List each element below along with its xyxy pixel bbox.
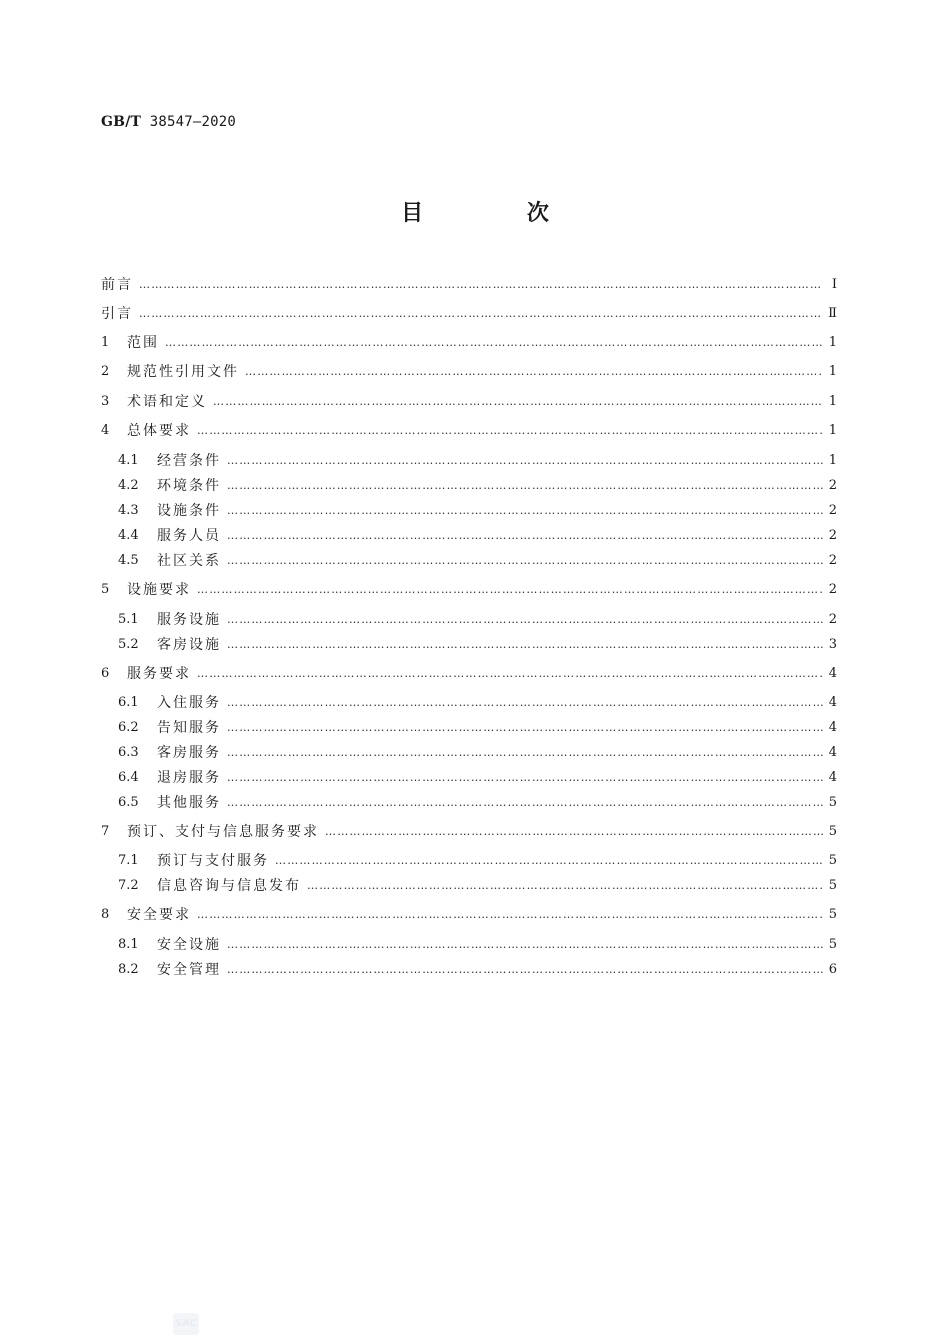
- toc-entry-page: 1: [828, 422, 837, 438]
- toc-entry-page: 5: [828, 794, 837, 810]
- toc-entry-number: 6.1: [118, 694, 139, 710]
- toc-entry[interactable]: [118, 550, 837, 570]
- toc-leader-dots: [307, 879, 823, 892]
- toc-entry-number: 5.2: [118, 636, 139, 652]
- toc-entry-label: 环境条件: [157, 478, 221, 494]
- toc-entry[interactable]: [118, 959, 837, 979]
- toc-leader-dots: [325, 825, 823, 838]
- toc-entry-number: 4.2: [118, 477, 139, 493]
- toc-leader-dots: [227, 771, 823, 784]
- toc-entry-number: 4.3: [118, 502, 139, 518]
- toc-entry-label: 客房设施: [157, 637, 221, 653]
- toc-entry-number: 7.2: [118, 877, 139, 893]
- standard-code: [101, 114, 236, 130]
- toc-entry-label: 范围: [127, 335, 159, 351]
- toc-entry-page: 2: [828, 477, 837, 493]
- toc-entry[interactable]: [101, 303, 837, 323]
- toc-leader-dots: [275, 854, 823, 867]
- toc-leader-dots: [139, 307, 823, 320]
- toc-entry-label: 前言: [101, 277, 133, 293]
- toc-entry-label: 信息咨询与信息发布: [157, 878, 301, 894]
- toc-entry-label: 术语和定义: [127, 394, 207, 410]
- toc-entry-number: 6: [101, 665, 110, 681]
- toc-leader-dots: [227, 504, 823, 517]
- toc-leader-dots: [197, 908, 823, 921]
- toc-entry-number: 8.2: [118, 961, 139, 977]
- toc-entry-page: 5: [828, 852, 837, 868]
- toc-entry[interactable]: [118, 609, 837, 629]
- toc-entry-label: 预订与支付服务: [157, 853, 269, 869]
- toc-entry-label: 入住服务: [157, 695, 221, 711]
- toc-entry-page: 6: [828, 961, 837, 977]
- toc-entry-label: 经营条件: [157, 453, 221, 469]
- toc-entry[interactable]: [118, 634, 837, 654]
- toc-entry-page: Ⅱ: [828, 305, 837, 321]
- toc-leader-dots: [227, 796, 823, 809]
- toc-entry-label: 客房服务: [157, 745, 221, 761]
- toc-entry-page: 2: [828, 502, 837, 518]
- toc-entry-page: Ⅰ: [831, 276, 837, 292]
- toc-entry-number: 2: [101, 363, 110, 379]
- toc-entry-number: 6.3: [118, 744, 139, 760]
- toc-entry-label: 总体要求: [127, 423, 191, 439]
- toc-entry-page: 3: [828, 636, 837, 652]
- toc-entry-label: 服务设施: [157, 612, 221, 628]
- toc-entry-label: 设施条件: [157, 503, 221, 519]
- toc-leader-dots: [197, 583, 823, 596]
- toc-entry-label: 其他服务: [157, 795, 221, 811]
- toc-entry-label: 告知服务: [157, 720, 221, 736]
- toc-entry[interactable]: [118, 692, 837, 712]
- toc-entry-label: 引言: [101, 306, 133, 322]
- toc-leader-dots: [197, 424, 823, 437]
- toc-entry[interactable]: [101, 361, 837, 381]
- toc-entry-label: 服务人员: [157, 528, 221, 544]
- toc-entry-page: 2: [828, 611, 837, 627]
- toc-entry-label: 退房服务: [157, 770, 221, 786]
- toc-entry-page: 2: [828, 527, 837, 543]
- toc-entry-label: 预订、支付与信息服务要求: [127, 824, 319, 840]
- toc-entry-page: 4: [828, 694, 837, 710]
- toc-entry-number: 8.1: [118, 936, 139, 952]
- toc-entry-label: 安全要求: [127, 907, 191, 923]
- toc-entry[interactable]: [118, 475, 837, 495]
- toc-entry-page: 1: [828, 363, 837, 379]
- toc-entry-page: 4: [828, 665, 837, 681]
- toc-entry[interactable]: [101, 391, 837, 411]
- toc-entry[interactable]: [101, 579, 837, 599]
- toc-entry-page: 2: [828, 581, 837, 597]
- toc-entry[interactable]: [101, 663, 837, 683]
- toc-entry-page: 4: [828, 744, 837, 760]
- toc-entry-number: 1: [101, 334, 110, 350]
- toc-leader-dots: [227, 454, 823, 467]
- toc-entry-number: 6.5: [118, 794, 139, 810]
- sac-logo: SAC: [173, 1313, 199, 1335]
- toc-entry[interactable]: [118, 742, 837, 762]
- toc-entry-number: 8: [101, 906, 110, 922]
- toc-entry-number: 5: [101, 581, 110, 597]
- toc-leader-dots: [139, 278, 823, 291]
- toc-entry-label: 安全管理: [157, 962, 221, 978]
- toc-leader-dots: [197, 667, 823, 680]
- toc-entry-page: 5: [828, 823, 837, 839]
- toc-leader-dots: [227, 613, 823, 626]
- toc-entry[interactable]: [101, 332, 837, 352]
- toc-entry-page: 5: [828, 936, 837, 952]
- toc-entry-number: 4.4: [118, 527, 139, 543]
- toc-entry-page: 4: [828, 769, 837, 785]
- toc-entry-page: 1: [828, 393, 837, 409]
- toc-entry-number: 4.5: [118, 552, 139, 568]
- toc-entry-number: 5.1: [118, 611, 139, 627]
- toc-leader-dots: [165, 336, 823, 349]
- toc-entry-page: 1: [828, 452, 837, 468]
- toc-entry-page: 5: [828, 877, 837, 893]
- toc-leader-dots: [227, 963, 823, 976]
- toc-entry-number: 6.4: [118, 769, 139, 785]
- toc-entry[interactable]: [118, 500, 837, 520]
- toc-entry-label: 社区关系: [157, 553, 221, 569]
- toc-entry-number: 3: [101, 393, 110, 409]
- toc-entry-label: 服务要求: [127, 666, 191, 682]
- toc-leader-dots: [245, 365, 823, 378]
- standard-number: 38547—2020: [149, 114, 237, 130]
- toc-entry-number: 7.1: [118, 852, 139, 868]
- toc-entry[interactable]: [101, 420, 837, 440]
- toc-leader-dots: [227, 638, 823, 651]
- toc-leader-dots: [227, 479, 823, 492]
- toc-entry[interactable]: [118, 450, 837, 470]
- toc-entry-page: 1: [828, 334, 837, 350]
- toc-entry[interactable]: [118, 850, 837, 870]
- toc-leader-dots: [227, 721, 823, 734]
- toc-entry[interactable]: [101, 274, 837, 294]
- toc-entry-label: 安全设施: [157, 937, 221, 953]
- toc-leader-dots: [227, 938, 823, 951]
- toc-entry[interactable]: [118, 717, 837, 737]
- toc-entry-label: 规范性引用文件: [127, 364, 239, 380]
- toc-entry-number: 7: [101, 823, 110, 839]
- toc-entry[interactable]: [118, 767, 837, 787]
- toc-entry[interactable]: [118, 525, 837, 545]
- toc-entry[interactable]: [101, 904, 837, 924]
- toc-entry-page: 4: [828, 719, 837, 735]
- toc-entry-number: 4.1: [118, 452, 139, 468]
- toc-entry-label: 设施要求: [127, 582, 191, 598]
- toc-entry-page: 5: [828, 906, 837, 922]
- page-title: 目 次: [401, 201, 597, 226]
- toc-leader-dots: [227, 696, 823, 709]
- toc-entry[interactable]: [118, 875, 837, 895]
- toc-entry[interactable]: [118, 934, 837, 954]
- toc-leader-dots: [227, 554, 823, 567]
- standard-prefix: GB/T: [101, 114, 142, 130]
- toc-entry-number: 6.2: [118, 719, 139, 735]
- toc-entry[interactable]: [118, 792, 837, 812]
- toc-leader-dots: [213, 395, 823, 408]
- toc-entry[interactable]: [101, 821, 837, 841]
- toc-leader-dots: [227, 529, 823, 542]
- toc-leader-dots: [227, 746, 823, 759]
- toc-entry-number: 4: [101, 422, 110, 438]
- toc-entry-page: 2: [828, 552, 837, 568]
